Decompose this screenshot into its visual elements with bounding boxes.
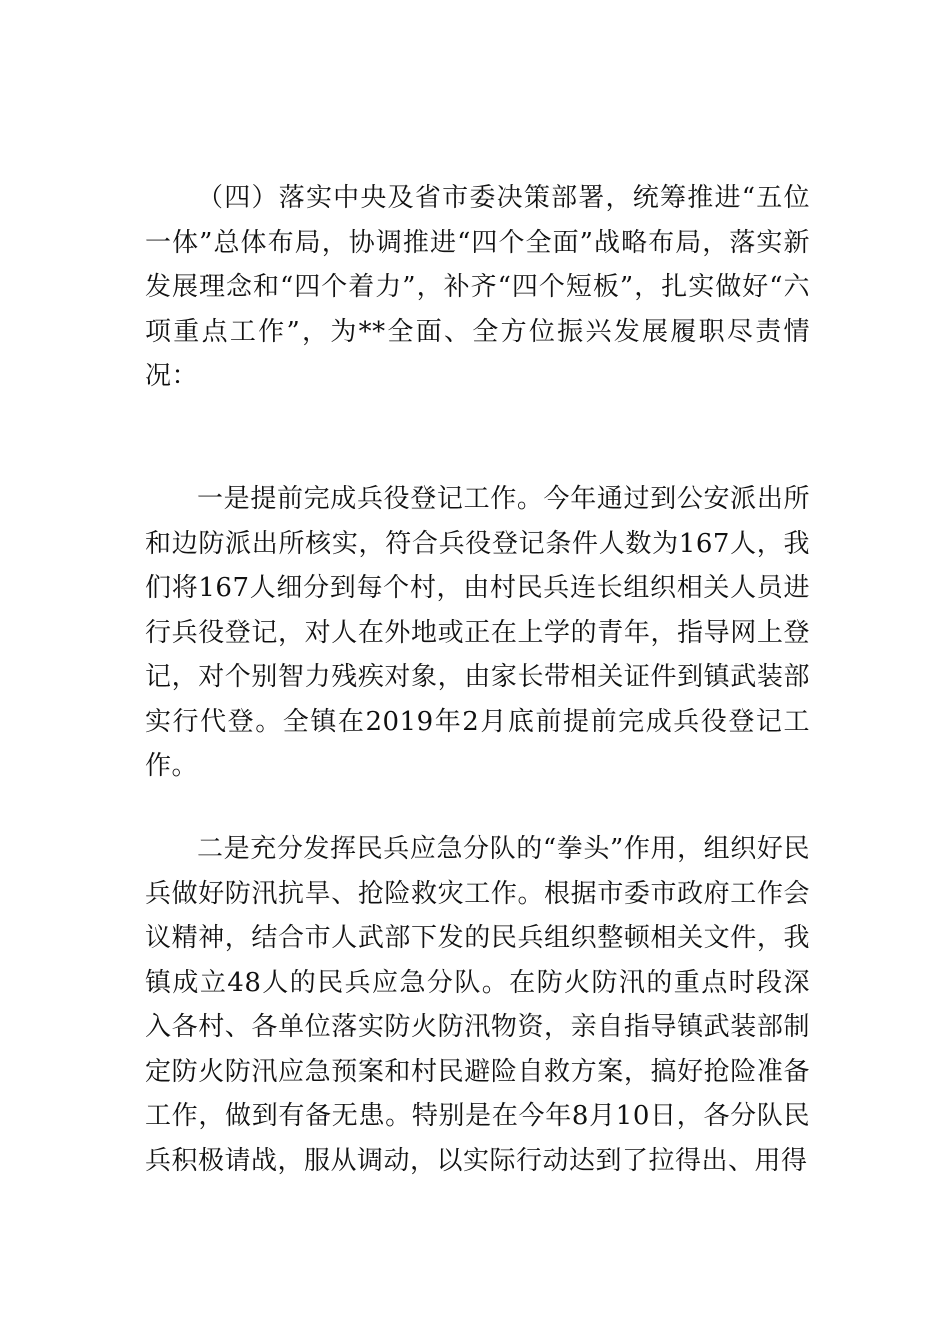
paragraph-section-four: （四）落实中央及省市委决策部署，统筹推进“五位一体”总体布局，协调推进“四个全面”战略布局，落实新发展理念和“四个着力”，补齐“四个短板”，扎实做好“六项重点工作”，为**全面、全方位振兴发展履职尽责情况： xyxy=(145,183,810,391)
paragraph-militia-emergency-unit: 二是充分发挥民兵应急分队的“拳头”作用，组织好民兵做好防汛抗旱、抢险救灾工作。根据市委市政府工作会议精神，结合市人武部下发的民兵组织整顿相关文件，我镇成立48人的民兵应急分队。在防火防汛的重点时段深入各村、各单位落实防火防汛物资，亲自指导镇武装部制定防火防汛应急预案和村民避险自救方案，搞好抢险准备工作，做到有备无患。特别是在今年8月10日，各分队民兵积极请战，服从调动，以实际行动达到了拉得出、用得 xyxy=(145,834,810,1176)
paragraph-military-registration: 一是提前完成兵役登记工作。今年通过到公安派出所和边防派出所核实，符合兵役登记条件人数为167人，我们将167人细分到每个村，由村民兵连长组织相关人员进行兵役登记，对人在外地或正在上学的青年，指导网上登记，对个别智力残疾对象，由家长带相关证件到镇武装部实行代登。全镇在2019年2月底前提前完成兵役登记工作。 xyxy=(145,484,810,781)
